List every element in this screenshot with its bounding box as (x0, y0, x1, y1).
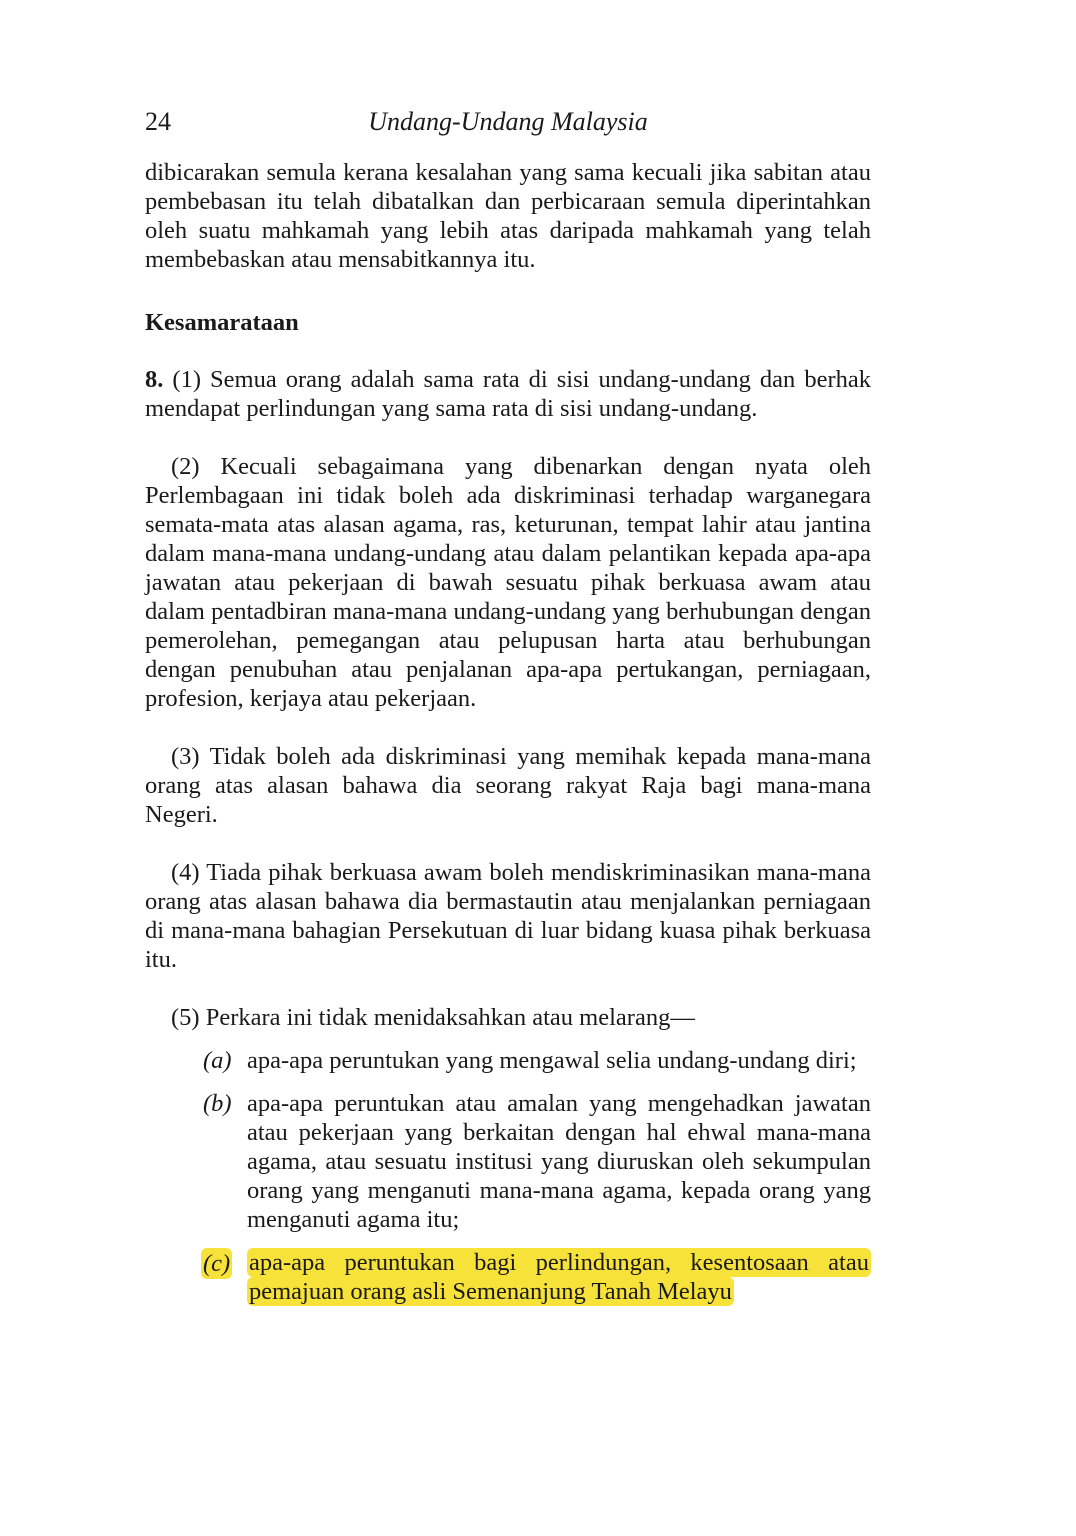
clause-2: (2) Kecuali sebagaimana yang dibenarkan dengan nyata oleh Perlembagaan ini tidak boleh ada diskriminasi terhadap warganegara semata-mata atas alasan agama, ras, keturunan, tempat lahir atau jantina dalam mana-mana undang-undang atau dalam pelantikan kepada apa-apa jawatan atau pekerjaan di bawah sesuatu pihak berkuasa awam atau dalam pentadbiran mana-mana undang-undang yang berhubungan dengan pemerolehan, pemegangan atau pelupusan harta atau berhubungan dengan penubuhan atau penjalanan apa-apa pertukangan, perniagaan, profesion, kerjaya atau pekerjaan. (145, 453, 871, 712)
section-number: 8. (145, 366, 164, 393)
section-heading: Kesamarataan (145, 309, 299, 336)
clause-3: (3) Tidak boleh ada diskriminasi yang memihak kepada mana-mana orang atas alasan bahawa dia seorang rakyat Raja bagi mana-mana Negeri. (145, 743, 871, 828)
clause-4: (4) Tiada pihak berkuasa awam boleh mendiskriminasikan mana-mana orang atas alasan bahawa dia bermastautin atau menjalankan perniagaan di mana-mana bahagian Persekutuan di luar bidang kuasa pihak berkuasa itu. (145, 859, 871, 973)
page-header (145, 104, 871, 140)
clause-1 (145, 365, 871, 423)
page-number: 24 (145, 107, 171, 136)
highlighted-text: apa-apa peruntukan bagi perlindungan, kesentosaan atau pemajuan orang asli Semenanjung Tanah Melayu (249, 1249, 869, 1305)
running-title: Undang-Undang Malaysia (368, 107, 648, 136)
clause-5: (5) Perkara ini tidak menidaksahkan atau melarang— (171, 1004, 695, 1031)
highlighted-list-item (145, 1248, 871, 1306)
list-item (145, 1089, 871, 1234)
item-text: apa-apa peruntukan atau amalan yang mengehadkan jawatan atau pekerjaan yang berkaitan dengan hal ehwal mana-mana agama, atau sesuatu institusi yang diuruskan oleh sekumpulan orang yang menganuti mana-mana agama, kepada orang yang menganuti agama itu; (247, 1090, 871, 1233)
clause-1-text: (1) Semua orang adalah sama rata di sisi undang-undang dan berhak mendapat perlindungan yang sama rata di sisi undang-undang. (145, 366, 871, 422)
item-label: (a) (203, 1047, 232, 1074)
list-item (145, 1046, 871, 1075)
continuation-paragraph: dibicarakan semula kerana kesalahan yang sama kecuali jika sabitan atau pembebasan itu telah dibatalkan dan perbicaraan semula diperintahkan oleh suatu mahkamah yang lebih atas daripada mahkamah yang telah membebaskan atau mensabitkannya itu. (145, 159, 871, 273)
item-label: (c) (203, 1250, 231, 1277)
document-body (145, 158, 871, 1320)
item-text: apa-apa peruntukan yang mengawal selia undang-undang diri; (247, 1047, 857, 1074)
item-label: (b) (203, 1090, 232, 1117)
